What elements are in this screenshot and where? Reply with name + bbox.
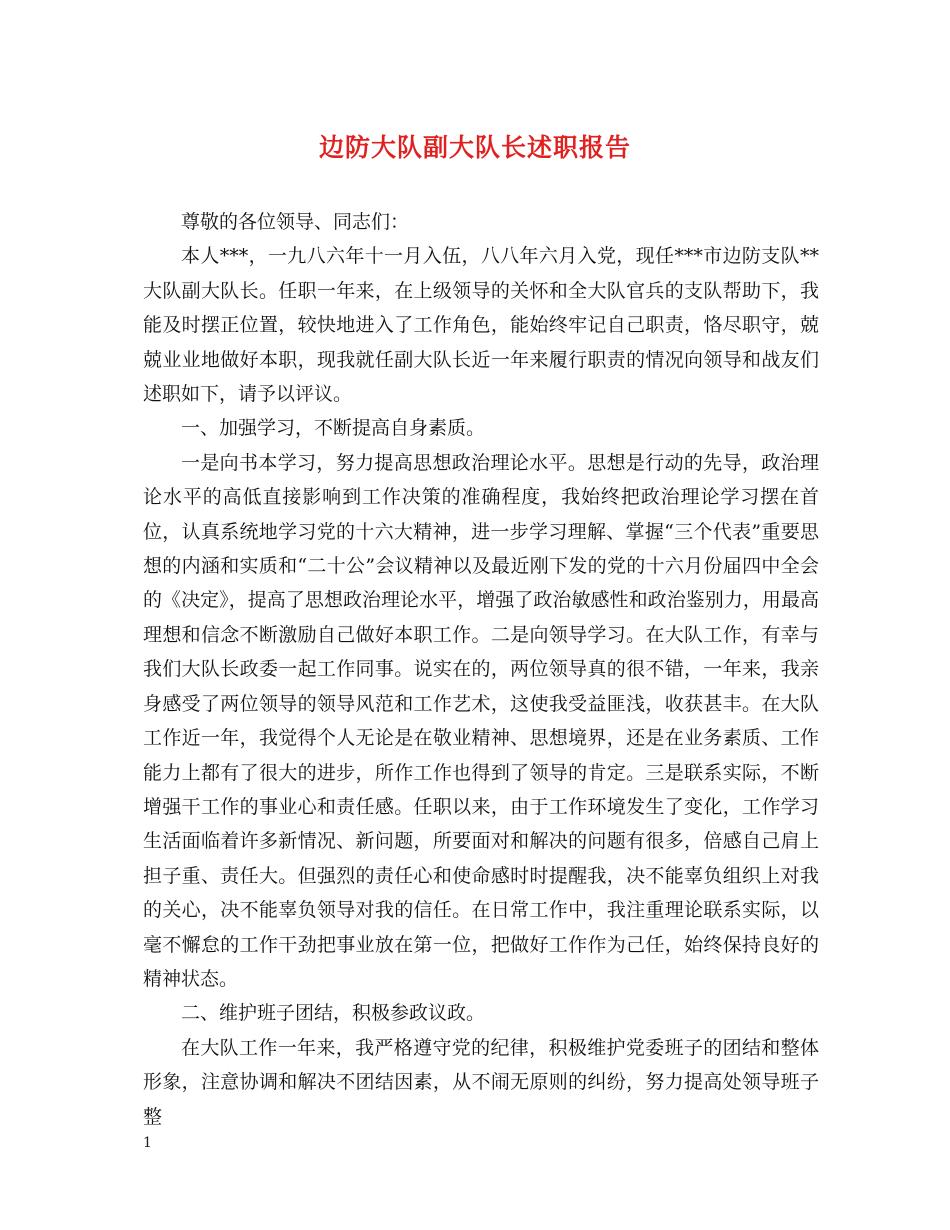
page-number: 1 [143, 1135, 152, 1151]
study-paragraph: 一是向书本学习，努力提高思想政治理论水平。思想是行动的先导，政治理论水平的高低直接影响到工作决策的准确程度，我始终把政治理论学习摆在首位，认真系统地学习党的十六大精神，进一步学习理解、掌握“三个代表”重要思想的内涵和实质和“二十公”会议精神以及最近刚下发的党的十六月份届四中全会的《决定》，提高了思想政治理论水平，增强了政治敏感性和政治鉴别力，用最高理想和信念不断激励自己做好本职工作。二是向领导学习。在大队工作，有幸与我们大队长政委一起工作同事。说实在的，两位领导真的很不错，一年来，我亲身感受了两位领导的领导风范和工作艺术，这使我受益匪浅，收获甚丰。在大队工作近一年，我觉得个人无论是在敬业精神、思想境界，还是在业务素质、工作能力上都有了很大的进步，所作工作也得到了领导的肯定。三是联系实际，不断增强干工作的事业心和责任感。任职以来，由于工作环境发生了变化，工作学习生活面临着许多新情况、新问题，所要面对和解决的问题有很多，倍感自己肩上担子重、责任大。但强烈的责任心和使命感时时提醒我，决不能辜负组织上对我的关心，决不能辜负领导对我的信任。在日常工作中，我注重理论联系实际，以毫不懈怠的工作干劲把事业放在第一位，把做好工作作为己任，始终保持良好的精神状态。 [143, 451, 819, 990]
salutation-paragraph: 尊敬的各位领导、同志们： [181, 211, 410, 233]
document-body [143, 205, 819, 1134]
section-heading-study: 一、加强学习，不断提高自身素质。 [181, 417, 486, 440]
introduction-paragraph: 本人***，一九八六年十一月入伍，八八年六月入党，现任***市边防支队**大队副大队长。任职一年来，在上级领导的关怀和全大队官兵的支队帮助下，我能及时摆正位置，较快地进入了工作角色，能始终牢记自己职责，恪尽职守，兢兢业业地做好本职，现我就任副大队长近一年来履行职责的情况向领导和战友们述职如下，请予以评议。 [143, 245, 819, 406]
unity-paragraph: 在大队工作一年来，我严格遵守党的纪律，积极维护党委班子的团结和整体形象，注意协调和解决不团结因素，从不闹无原则的纠纷，努力提高处领导班子整 [143, 1036, 819, 1128]
document-title: 边防大队副大队长述职报告 [318, 133, 631, 162]
section-heading-unity: 二、维护班子团结，积极参政议政。 [181, 1002, 486, 1025]
